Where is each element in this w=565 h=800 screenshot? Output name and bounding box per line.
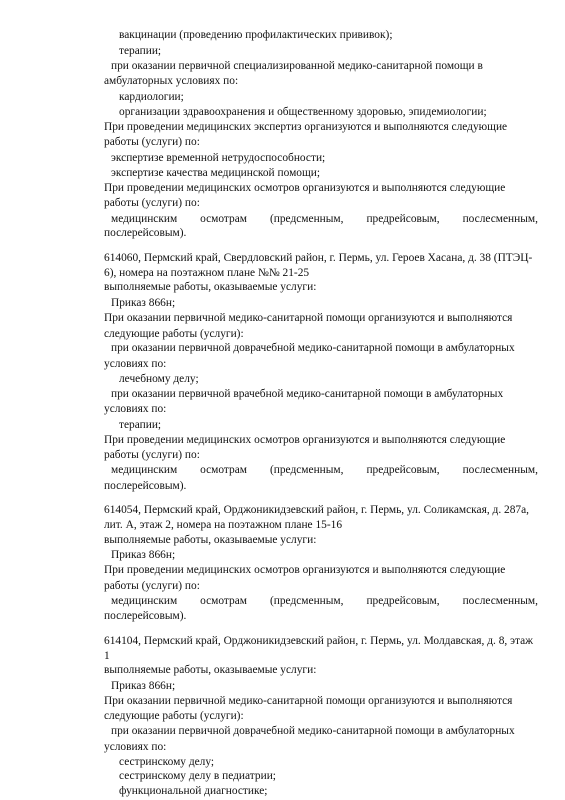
text-line: При проведении медицинских осмотров организуются и выполняются следующие [104, 182, 506, 195]
text-line: терапии; [119, 418, 162, 431]
word: послесменным, [462, 463, 538, 476]
word: осмотрам [200, 212, 248, 225]
text-line: работы (услуги) по: [104, 449, 200, 462]
text-line: При проведении медицинских осмотров организуются и выполняются следующие [104, 433, 506, 446]
word: осмотрам [200, 594, 248, 607]
text-line: при оказании первичной доврачебной медико-санитарной помощи в амбулаторных [111, 725, 515, 738]
address-line: 614104, Пермский край, Орджоникидзевский район, г. Пермь, ул. Молдавская, д. 8, этаж [104, 634, 534, 647]
word: предрейсовым, [366, 463, 440, 476]
text-line: выполняемые работы, оказываемые услуги: [104, 281, 317, 294]
text-line: При оказании первичной медико-санитарной помощи организуются и выполняются [104, 311, 513, 324]
text-line: При проведении медицинских осмотров организуются и выполняются следующие [104, 564, 506, 577]
text-line: вакцинации (проведению профилактических прививок); [119, 29, 393, 41]
text-line: При проведении медицинских экспертиз организуются и выполняются следующие [104, 121, 508, 134]
text-line: послерейсовым). [104, 227, 187, 240]
word: (предсменным, [269, 212, 344, 225]
address-line: 614054, Пермский край, Орджоникидзевский район, г. Пермь, ул. Соликамская, д. 287а, [104, 504, 530, 517]
text-line: при оказании первичной специализированной медико-санитарной помощи в [111, 60, 483, 73]
text-line: послерейсовым). [104, 479, 187, 492]
text-line: сестринскому делу в педиатрии; [119, 770, 276, 783]
text-line: послерейсовым). [104, 610, 187, 623]
word: послесменным, [462, 212, 538, 225]
text-line: при оказании первичной доврачебной медико-санитарной помощи в амбулаторных [111, 342, 515, 355]
text-line: кардиологии; [119, 90, 184, 103]
word: предрейсовым, [366, 212, 440, 225]
text-line: амбулаторных условиях по: [104, 75, 239, 88]
address-line: 1 [104, 649, 110, 662]
justified-line [111, 212, 538, 226]
word: (предсменным, [269, 594, 344, 607]
text-line: Приказ 866н; [111, 549, 176, 562]
word: (предсменным, [269, 463, 344, 476]
text-line: работы (услуги) по: [104, 196, 200, 209]
text-line: при оказании первичной врачебной медико-санитарной помощи в амбулаторных [111, 388, 504, 401]
word: медицинским [111, 594, 178, 607]
text-line: организации здравоохранения и общественному здоровью, эпидемиологии; [119, 105, 487, 118]
text-line: условиях по: [104, 403, 167, 416]
text-line: Приказ 866н; [111, 297, 176, 309]
text-line: Приказ 866н; [111, 679, 176, 692]
text-line: работы (услуги) по: [104, 136, 200, 148]
text-line: При оказании первичной медико-санитарной помощи организуются и выполняются [104, 694, 513, 707]
justified-line [111, 594, 538, 608]
text-line: условиях по: [104, 740, 167, 753]
text-line: терапии; [119, 44, 162, 57]
text-line: условиях по: [104, 357, 167, 370]
word: осмотрам [200, 463, 248, 476]
word: медицинским [111, 463, 178, 476]
text-line: выполняемые работы, оказываемые услуги: [104, 533, 317, 546]
text-line: экспертизе качества медицинской помощи; [111, 166, 321, 179]
address-line: 614060, Пермский край, Свердловский район, г. Пермь, ул. Героев Хасана, д. 38 (ПТЭЦ- [104, 251, 533, 264]
text-line: работы (услуги) по: [104, 579, 200, 592]
word: послесменным, [462, 594, 538, 607]
address-line: лит. А, этаж 2, номера на поэтажном плане 15-16 [104, 518, 343, 531]
text-line: функциональной диагностике; [119, 785, 268, 797]
text-line: лечебному делу; [119, 372, 199, 385]
word: предрейсовым, [366, 594, 440, 607]
justified-line [111, 463, 538, 477]
text-line: сестринскому делу; [119, 755, 215, 768]
text-line: выполняемые работы, оказываемые услуги: [104, 664, 317, 677]
text-line: экспертизе временной нетрудоспособности; [111, 151, 326, 164]
text-line: следующие работы (услуги): [104, 327, 244, 340]
word: медицинским [111, 212, 178, 225]
address-line: 6), номера на поэтажном плане №№ 21-25 [104, 266, 310, 279]
text-line: следующие работы (услуги): [104, 710, 244, 723]
